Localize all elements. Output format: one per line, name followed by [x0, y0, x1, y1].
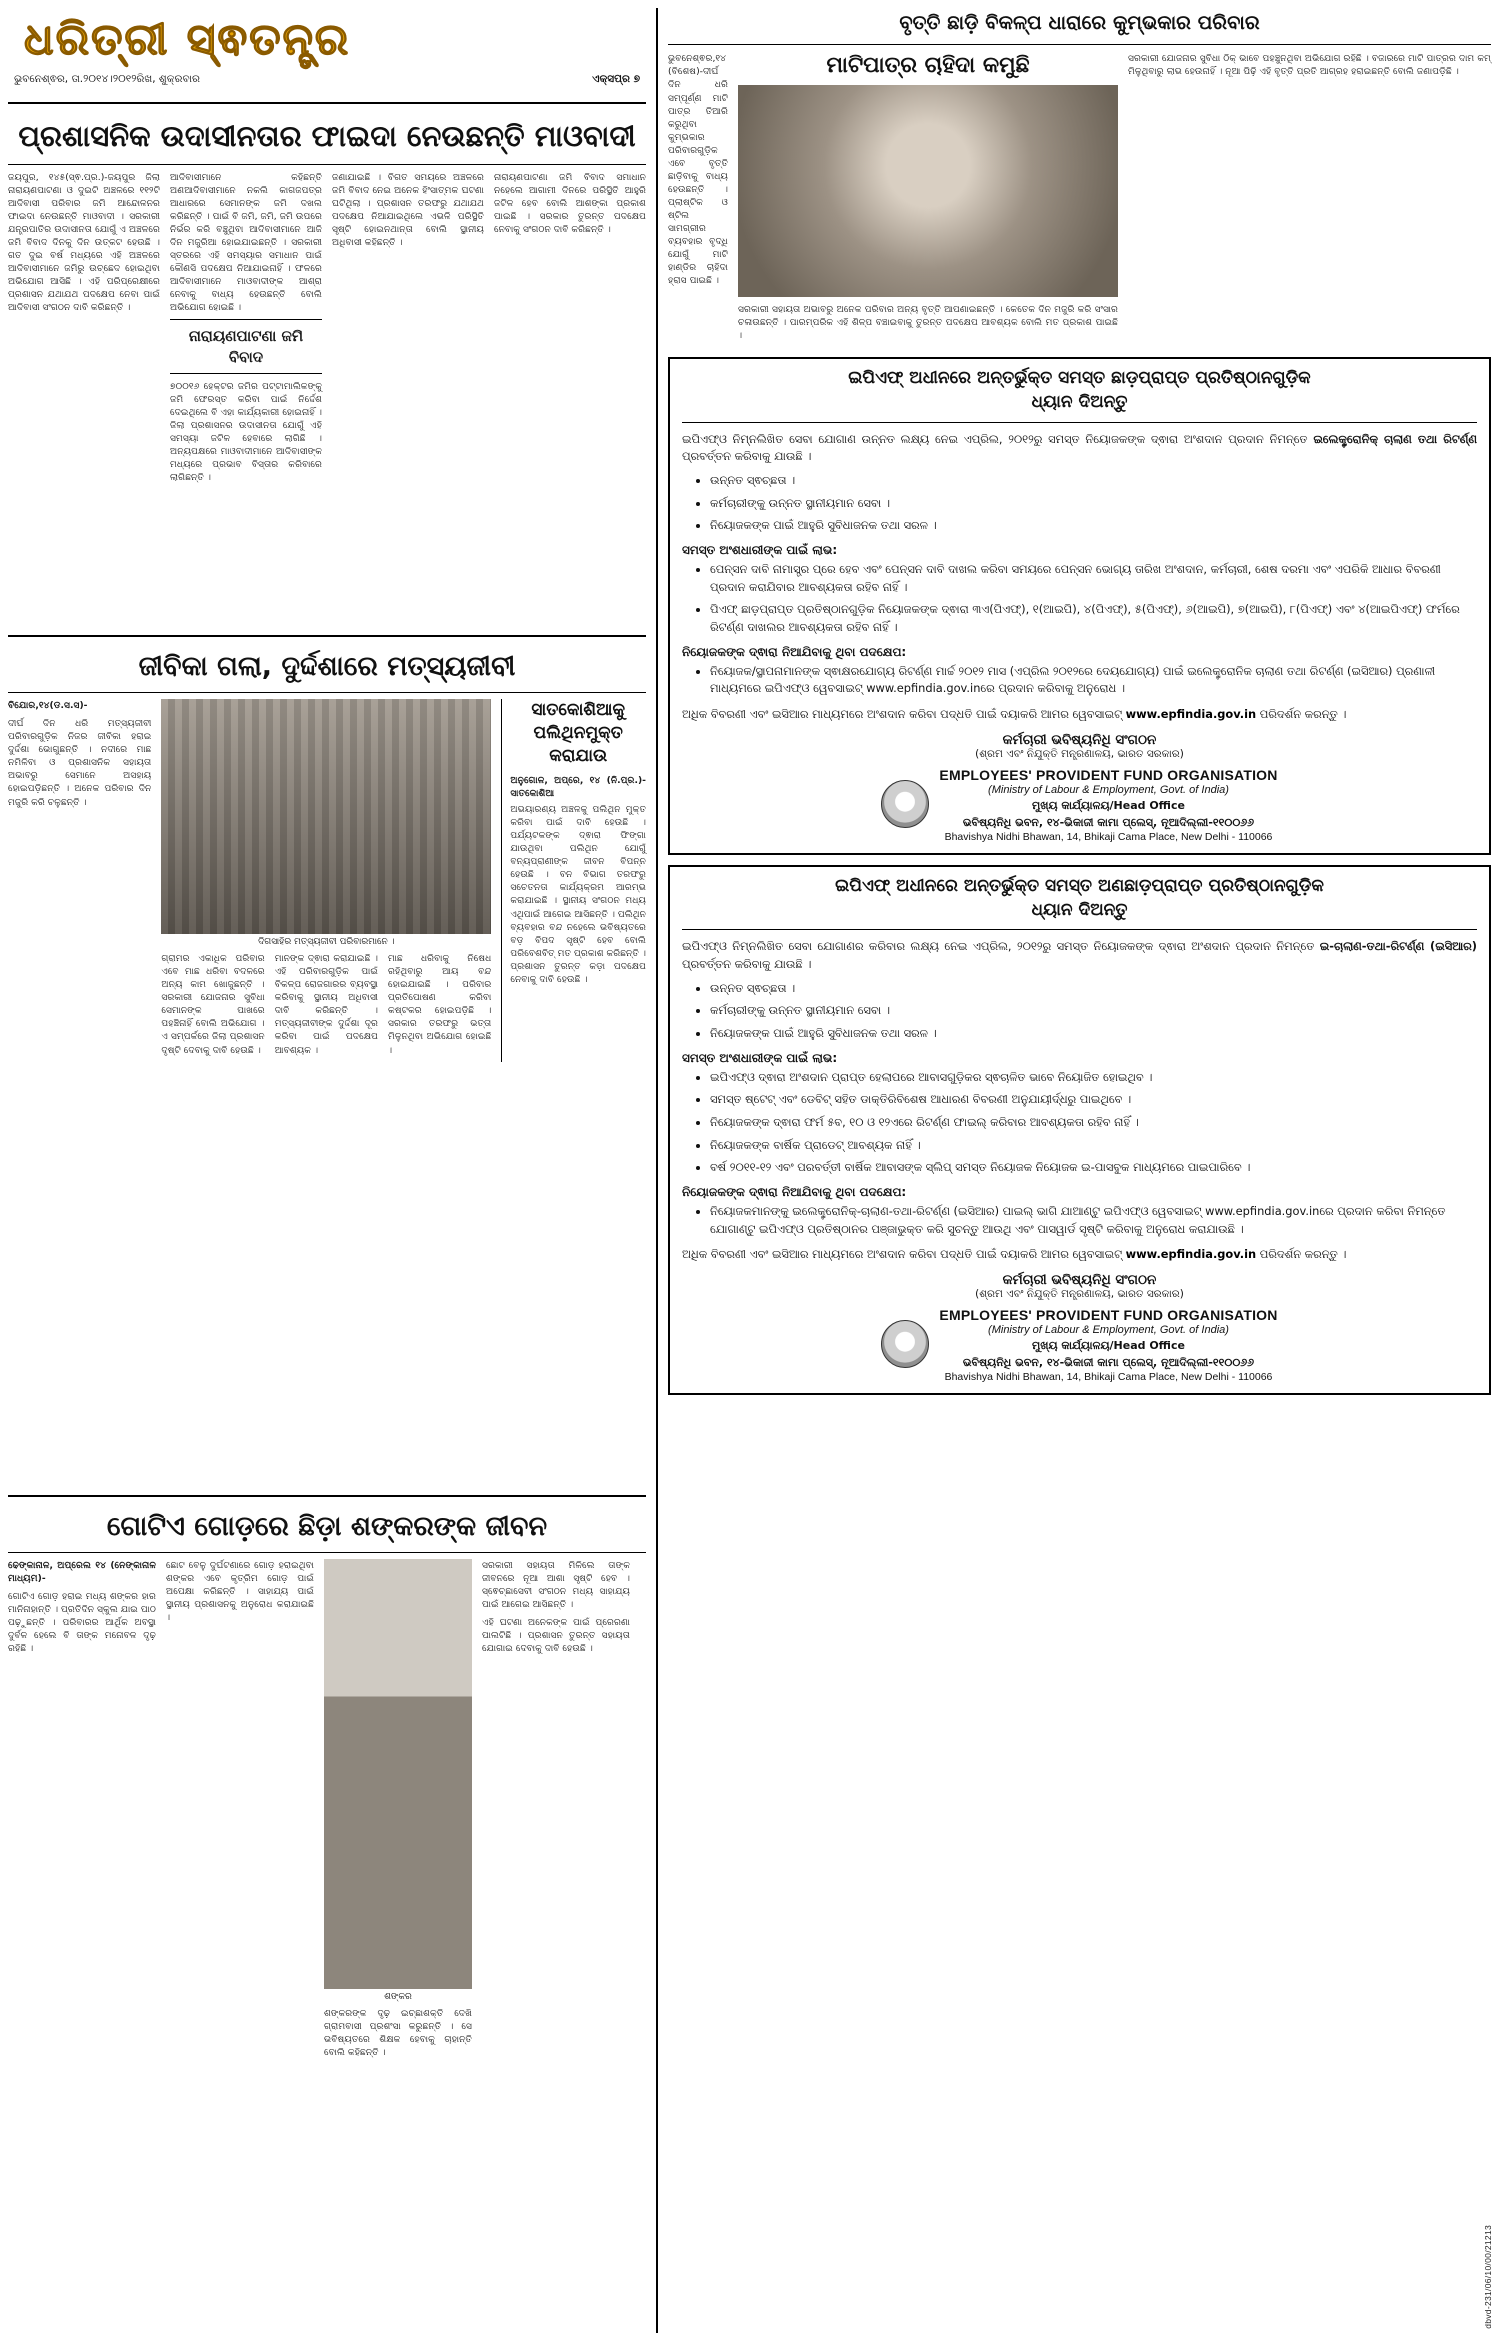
- epf-ad-footer: [682, 732, 1477, 843]
- story-shankar-column-1: [8, 1559, 156, 2064]
- story-shankar-paragraph: ଏହି ଘଟଣା ଅନେକଙ୍କ ପାଇଁ ପ୍ରେରଣା ପାଲଟିଛି । ପ୍ରଶାସନ ତୁରନ୍ତ ସହାୟତା ଯୋଗାଇ ଦେବାକୁ ଦାବି ହେଉଛି ।: [482, 1617, 630, 1655]
- epf-org-name-english: EMPLOYEES' PROVIDENT FUND ORGANISATION: [939, 766, 1278, 783]
- epf-ad2-intro-after: ପ୍ରବର୍ତ୍ତନ କରିବାକୁ ଯାଉଛି ।: [682, 957, 812, 972]
- list-item: • ପେନ୍ସନ ଦାବି ନାମାସ୍ତ୍ର ପ୍ରେ ହେବ ଏବଂ ପେନ୍ସନ ଦାବି ଦାଖଲ କରିବା ସମୟରେ ପେନ୍ସନ ଭୋଗ୍ୟ ତାରିଖ ଅଂଶଦାନ, କର୍ମଚାରୀ, ଶେଷ ଦରମା ଏବଂ ଏପରିକି ଆଧାର ବିବରଣୀ ପ୍ରଦାନ କରାଯିବାର ଆବଶ୍ୟକତା ରହିବ ନାହିଁ ।: [710, 561, 1477, 596]
- story-shankar: [8, 1495, 646, 2064]
- epf-org-name-odia: କର୍ମଚାରୀ ଭବିଷ୍ୟନିଧି ସଂଗଠନ: [1002, 1272, 1157, 1289]
- epf-ad2-title-line2: ଧ୍ୟାନ ଦିଅନ୍ତୁ: [1031, 899, 1128, 920]
- epf-ad-closing-after: ପରିଦର୍ଶନ କରନ୍ତୁ ।: [1259, 707, 1347, 722]
- print-code: dbvd-231/06/10/00/21213: [1483, 2225, 1493, 2329]
- masthead: [8, 8, 646, 104]
- list-item: • ନିୟୋଜକମାନଙ୍କୁ ଇଲେକ୍ଟ୍ରୋନିକ୍-ଚାଲାଣ-ତଥା-ରିଟର୍ଣ୍ଣ (ଇସିଆର) ପାଇଲ୍ ଭାଗି ଯାଆଣ୍ଟୁ ଇପିଏଫ୍ଓ ୱେବସାଇଟ୍ www.epfindia.gov.inରେ ପ୍ରଦାନ କରିବା ନିମନ୍ତେ ଯୋଗାଣ୍ଟୁ ଇପିଏଫ୍ଓ ପ୍ରତିଷ୍ଠାନର ପଞ୍ଜାଭୁକ୍ତ କରି ସୁଚନ୍ତୁ ଆଉଥି ଏବଂ ପାସୱାର୍ଡ ସୃଷ୍ଟି କରିବାକୁ ଅନୁରୋଧ କରାଯାଉଛି ।: [710, 1203, 1477, 1238]
- story-fishermen-column-3: [275, 952, 378, 1062]
- masthead-subline: [8, 67, 646, 88]
- story-fishermen-paragraph: ମାଛ ଧରିବାକୁ ନିଷେଧ ରହିଥିବାରୁ ଆୟ ବନ୍ଦ ହୋଇଯାଇଛି । ପରିବାର ପ୍ରତିପୋଷଣ କରିବା କଷ୍ଟକର ହୋଇପଡ଼ିଛି । ସରକାର ତରଫରୁ ଭତ୍ତା ମିଳୁନଥିବା ଅଭିଯୋଗ ହୋଇଛି ।: [388, 953, 492, 1056]
- story-shankar-paragraph: ସରକାରୀ ସହାୟତା ମିଳିଲେ ତାଙ୍କ ଜୀବନରେ ନୂଆ ଆଶା ସୃଷ୍ଟି ହେବ । ସ୍ଵେଚ୍ଛାସେବୀ ସଂଗଠନ ମଧ୍ୟ ସାହାଯ୍ୟ ପାଇଁ ଆଗେଇ ଆସିଛନ୍ତି ।: [482, 1560, 630, 1611]
- epf-ad-exempted: [668, 357, 1491, 855]
- masthead-place-date: ଭୁବନେଶ୍ଵର, ତା.୨୦୧୪।୨୦୧୨ରିଖ, ଶୁକ୍ରବାର: [14, 73, 200, 85]
- rail-story-column-2: [738, 303, 1118, 342]
- list-item: • ଇପିଏଫ୍ଓ ଦ୍ଵାରା ଅଂଶଦାନ ପ୍ରାପ୍ତ ହେଲାପରେ ଆବାସଗୁଡ଼ିକର ସ୍ଵଚାଳିତ ଭାବେ ନିୟୋଜିତ ହୋଇଥିବ ।: [710, 1069, 1477, 1087]
- list-item: • କର୍ମଚାରୀଙ୍କୁ ଉନ୍ନତ ସ୍ଥାନୀୟମାନ ସେବା ।: [710, 1002, 1477, 1020]
- epf-ad-title-line1: ଇପିଏଫ୍ ଅଧୀନରେ ଅନ୍ତର୍ଭୁକ୍ତ ସମସ୍ତ ଛାଡ଼ପ୍ରାପ୍ତ ପ୍ରତିଷ୍ଠାନଗୁଡ଼ିକ: [848, 368, 1311, 389]
- list-item: • ନିୟୋଜକଙ୍କ ବାର୍ଷିକ ପ୍ରାଡେଟ୍ ଆବଶ୍ୟକ ନାହିଁ ।: [710, 1137, 1477, 1155]
- epf-ad2-benefit-list-1: [682, 980, 1477, 1043]
- lead-columns: [8, 171, 646, 490]
- epf-org-ministry-odia: (ଶ୍ରମ ଏବଂ ନିଯୁକ୍ତି ମନ୍ତ୍ରଣାଳୟ, ଭାରତ ସରକାର): [975, 1288, 1184, 1301]
- list-item: • କର୍ମଚାରୀଙ୍କୁ ଉନ୍ନତ ସ୍ଥାନୀୟମାନ ସେବା ।: [710, 495, 1477, 513]
- national-emblem-icon: [881, 780, 929, 828]
- lead-inline-subhead: ନାରାୟଣପାଟଣା ଜମି ବିବାଦ: [170, 319, 322, 374]
- epf-org-name-english: EMPLOYEES' PROVIDENT FUND ORGANISATION: [939, 1307, 1278, 1324]
- epf-org-ministry-english: (Ministry of Labour & Employment, Govt. of India): [988, 1324, 1229, 1337]
- story-fishermen: [8, 635, 646, 1062]
- epf-ad2-title-line1: ଇପିଏଫ୍ ଅଧୀନରେ ଅନ୍ତର୍ଭୁକ୍ତ ସମସ୍ତ ଅଣଛାଡ଼ପ୍ରାପ୍ତ ପ୍ରତିଷ୍ଠାନଗୁଡ଼ିକ: [835, 875, 1324, 896]
- epf-ad2-closing: [682, 1246, 1477, 1264]
- story-fishermen-caption: ଦିଗସାହିର ମତ୍ସ୍ୟଜୀବୀ ପରିବାରମାନେ ।: [258, 937, 395, 948]
- epf-ad-intro: [682, 431, 1477, 466]
- story-shankar-column-3: [324, 2007, 472, 2059]
- epf-emblem-row: [682, 1305, 1477, 1383]
- epf-ad-title-line2: ଧ୍ୟାନ ଦିଅନ୍ତୁ: [1031, 391, 1128, 412]
- epf-org-ministry-odia: (ଶ୍ରମ ଏବଂ ନିଯୁକ୍ତି ମନ୍ତ୍ରଣାଳୟ, ଭାରତ ସରକାର): [975, 747, 1184, 760]
- epf-org-ministry-english: (Ministry of Labour & Employment, Govt. of India): [988, 783, 1229, 796]
- list-item: • ଉନ୍ନତ ସ୍ଵଚ୍ଛତା ।: [710, 980, 1477, 998]
- lead-column-4: [494, 171, 646, 490]
- story-shankar-column-2: [166, 1559, 314, 2064]
- epf-ad2-intro-bold: ଇ-ଚାଲାଣ-ତଥା-ରିଟର୍ଣ୍ଣ (ଇସିଆର): [1319, 939, 1477, 954]
- story-fishermen-dateline: ବିଯୋର,୧୪(ଡ.ସ.ସ)-: [8, 700, 88, 712]
- list-item: • ନିୟୋଜକଙ୍କ ପାଇଁ ଆହୁରି ସୁବିଧାଜନକ ତଥା ସରଳ ।: [710, 1025, 1477, 1043]
- lead-column-3: [332, 171, 484, 490]
- epf-ad2-footer: [682, 1272, 1477, 1383]
- lead-column-1: [8, 171, 160, 490]
- story-fishermen-paragraph: ଦୀର୍ଘ ଦିନ ଧରି ମତ୍ସ୍ୟଜୀବୀ ପରିବାରଗୁଡ଼ିକ ନିଜର ଜୀବିକା ହରାଇ ଦୁର୍ଦ୍ଦଶା ଭୋଗୁଛନ୍ତି । ନଦୀରେ ମାଛ ନମିଳିବା ଓ ପ୍ରଶାସନିକ ସହାୟତା ଅଭାବରୁ ସେମାନେ ଅସହାୟ ହୋଇପଡ଼ିଛନ୍ତି । ଅନେକ ପରିବାର ଦିନ ମଜୁରି କରି ଚଳୁଛନ୍ତି ।: [8, 718, 152, 808]
- national-emblem-icon: [881, 1320, 929, 1368]
- list-item: • ସମସ୍ତ ଷ୍ଟେଟ୍ ଏବଂ ଡେବିଟ୍ ସହିତ ଡାକ୍ତିରିବିଶେଷ ଆଧାରଣ ବିବରଣୀ ଅନୁଯାୟୀର୍ଦ୍ଧରୁ ପାଇଥିବେ ।: [710, 1091, 1477, 1109]
- story-shankar-paragraph: ଗୋଟିଏ ଗୋଡ଼ ହରାଇ ମଧ୍ୟ ଶଙ୍କର ହାର ମାନିନାହାନ୍ତି । ପ୍ରତିଦିନ ସ୍କୁଲ ଯାଇ ପାଠ ପଢ଼ୁଛନ୍ତି । ପରିବାରର ଆର୍ଥିକ ଅବସ୍ଥା ଦୁର୍ବଳ ହେଲେ ବି ତାଙ୍କ ମନୋବଳ ଦୃଢ଼ ରହିଛି ।: [8, 1591, 156, 1655]
- list-item: • ଉନ୍ନତ ସ୍ଵଚ୍ଛତା ।: [710, 472, 1477, 490]
- epf-ad-section-label-steps: ନିୟୋଜକଙ୍କ ଦ୍ଵାରା ନିଆଯିବାକୁ ଥିବା ପଦକ୍ଷେପ:: [682, 644, 907, 659]
- lead-paragraph: ୭୦୦୧୬ ହେକ୍ଟର ଜମିର ପଟ୍ଟାମାଲିକଙ୍କୁ ଜମି ଫେରସ୍ତ କରିବା ପାଇଁ ନିର୍ଦ୍ଦେଶ ଦେଇଥିଲେ ବି ଏହା କାର୍ଯ୍ୟକାରୀ ହୋଇନାହିଁ । ଜିଲା ପ୍ରଶାସନର ଉଦାସୀନତା ଯୋଗୁଁ ଏହି ସମସ୍ୟା ଜଟିଳ ହେବାରେ ଲାଗିଛି । ଅନ୍ୟପକ୍ଷରେ ମାଓବାଦୀମାନେ ଆଦିବାସୀଙ୍କ ମଧ୍ୟରେ ପ୍ରଭାବ ବିସ୍ତାର କରିବାରେ ଲାଗିଛନ୍ତି ।: [170, 380, 322, 484]
- story-fishermen-paragraph: ଗ୍ରାମର ଏକାଧିକ ପରିବାର ଏବେ ମାଛ ଧରିବା ବଦଳରେ ଅନ୍ୟ କାମ ଖୋଜୁଛନ୍ତି । ସରକାରୀ ଯୋଜନାର ସୁବିଧା ସେମାନଙ୍କ ପାଖରେ ପହଞ୍ଚିନାହିଁ ବୋଲି ଅଭିଯୋଗ । ଏ ସମ୍ପର୍କରେ ଜିଲା ପ୍ରଶାସନ ଦୃଷ୍ଟି ଦେବାକୁ ଦାବି ହେଉଛି ।: [161, 953, 265, 1056]
- side-story-polythene: [501, 699, 646, 1062]
- epf-ad-benefit-list-1: [682, 472, 1477, 535]
- lead-column-2: [170, 171, 322, 490]
- epf-ad-steps-list: [682, 663, 1477, 698]
- list-item: • ପିଏଫ୍ ଛାଡ଼ପ୍ରାପ୍ତ ପ୍ରତିଷ୍ଠାନଗୁଡ଼ିକ ନିୟୋଜକଙ୍କ ଦ୍ଵାରା ୩ଏ(ପିଏଫ୍), ୧(ଆଇପି), ୪(ପିଏଫ୍), ୫(ପିଏଫ୍), ୬(ଆଇପି), ୭(ଆଇପି), ୮(ପିଏଫ୍) ଏବଂ ୪(ଆଇପିଏଫ୍) ଫର୍ମରେ ରିଟର୍ଣ୍ଣ ଦାଖଲର ଆବଶ୍ୟକତା ରହିବ ନାହିଁ ।: [710, 601, 1477, 636]
- story-fishermen-headline: ଜୀବିକା ଗଲା, ଦୁର୍ଦ୍ଦଶାରେ ମତ୍ସ୍ୟଜୀବୀ: [138, 651, 516, 682]
- epf-ad2-intro-text: ଇପିଏଫ୍ଓ ନିମ୍ନଲିଖିତ ସେବା ଯୋଗାଣର କରିବାର ଲକ୍ଷ୍ୟ ନେଇ ଏପ୍ରିଲ, ୨୦୧୨ରୁ ସମସ୍ତ ନିୟୋଜକଙ୍କ ଦ୍ଵାରା ଅଂଶଦାନ ପ୍ରଦାନ ନିମନ୍ତେ: [682, 939, 1315, 954]
- divider: [8, 1552, 646, 1553]
- story-shankar-column-4: [482, 1559, 630, 2064]
- story-fishermen-column-1: [8, 699, 151, 1062]
- epf-ad-intro-bold: ଇଲେକ୍ଟ୍ରୋନିକ୍ ଚାଲାଣ ତଥା ରିଟର୍ଣ୍ଣ: [1313, 431, 1478, 446]
- epf-address-odia: ଭବିଷ୍ୟନିଧି ଭବନ, ୧୪-ଭିକାଜୀ କାମା ପ୍ଲେସ୍, ନୂଆଦିଲ୍ଲୀ-୧୧୦୦୬୬: [962, 815, 1255, 829]
- epf-ad-closing-text: ଅଧିକ ବିବରଣୀ ଏବଂ ଇସିଆର ମାଧ୍ୟମରେ ଅଂଶଦାନ କରିବା ପଦ୍ଧତି ପାଇଁ ଦୟାକରି ଆମର ୱେବସାଇଟ୍: [682, 707, 1122, 722]
- epf-head-office-label: ମୁଖ୍ୟ କାର୍ଯ୍ୟାଳୟ/Head Office: [1032, 1339, 1185, 1353]
- rail-photo-title: ମାଟିପାତ୍ର ଚାହିଦା କମୁଛି: [826, 53, 1030, 79]
- epf-ad2-section-label-benefits: ସମସ୍ତ ଅଂଶଧାରୀଙ୍କ ପାଇଁ ଲାଭ:: [682, 1050, 838, 1065]
- list-item: • ନିୟୋଜକଙ୍କ ଦ୍ଵାରା ଫର୍ମ ୫ବ, ୧୦ ଓ ୧୨ଏରେ ରିଟର୍ଣ୍ଣ ଫାଇଲ୍ କରିବାର ଆବଶ୍ୟକତା ରହିବ ନାହିଁ ।: [710, 1114, 1477, 1132]
- epf-website-link[interactable]: www.epfindia.gov.in: [1125, 1247, 1257, 1262]
- epf-ad2-steps-list: [682, 1203, 1477, 1238]
- rail-story-column-1: [668, 52, 728, 347]
- epf-address-english: Bhavishya Nidhi Bhawan, 14, Bhikaji Cama Place, New Delhi - 110066: [944, 1371, 1273, 1384]
- rail-story-paragraph: ଭୁବନେଶ୍ଵର,୧୪(ବିଶେଷ)-ଦୀର୍ଘ ଦିନ ଧରି ସମ୍ପୂର୍ଣ୍ଣ ମାଟି ପାତ୍ର ତିଆରି କରୁଥିବା କୁମ୍ଭକାର ପରିବାରଗୁଡ଼ିକ ଏବେ ବୃତ୍ତି ଛାଡ଼ିବାକୁ ବାଧ୍ୟ ହେଉଛନ୍ତି । ପ୍ଲାଷ୍ଟିକ ଓ ଷ୍ଟିଲ ସାମଗ୍ରୀର ବ୍ୟବହାର ବୃଦ୍ଧି ଯୋଗୁଁ ମାଟି ହାଣ୍ଡିର ଚାହିଦା ହ୍ରାସ ପାଇଛି ।: [668, 53, 728, 287]
- story-shankar-headline: ଗୋଟିଏ ଗୋଡ଼ରେ ଛିଡ଼ା ଶଙ୍କରଙ୍କ ଜୀବନ: [106, 1511, 548, 1542]
- epf-ad-intro-after: ପ୍ରବର୍ତ୍ତନ କରିବାକୁ ଯାଉଛି ।: [682, 449, 812, 464]
- lead-paragraph: ଜୟପୁର, ୧୪୫(ସ୍ଵ.ପ୍ର.)-ଜୟପୁର ଜିଲା ନାରାୟଣପାଟଣା ଓ ଦୁଇଟି ଅଞ୍ଚଳରେ ୧୧୨ଟି ଆଦିବାସୀ ପରିବାର ଜମି ଆନ୍ଦୋଳନର ଫାଇଦା ନେଉଛନ୍ତି ମାଓବାଦୀ । ସରକାରୀ ଯନ୍ତ୍ରପାତିର ଉଦାସୀନତା ଯୋଗୁଁ ଏ ଅଞ୍ଚଳରେ ଜମି ବିବାଦ ଦିନକୁ ଦିନ ଉତ୍କଟ ହେଉଛି । ଗତ ଦୁଇ ବର୍ଷ ମଧ୍ୟରେ ଏହି ଅଞ୍ଚଳରେ ଆଦିବାସୀମାନେ ଜମିରୁ ଉଚ୍ଛେଦ ହୋଇଥିବା ଅଭିଯୋଗ ଆସିଛି । ଏହି ପରିପ୍ରେକ୍ଷୀରେ ପ୍ରଶାସନ ଯଥାଯଥ ପଦକ୍ଷେପ ନେବା ପାଇଁ ଆଦିବାସୀ ସଂଗଠନ ଦାବି କରିଛନ୍ତି ।: [8, 171, 160, 314]
- epf-website-link[interactable]: www.epfindia.gov.in: [1125, 707, 1257, 722]
- rail-story-paragraph: ସରକାରୀ ସହାୟତା ଅଭାବରୁ ଅନେକ ପରିବାର ଅନ୍ୟ ବୃତ୍ତି ଆପଣାଇଛନ୍ତି । କେତେକ ଦିନ ମଜୁରି କରି ସଂସାର ଚଳାଉଛନ୍ତି । ପାରମ୍ପରିକ ଏହି ଶିଳ୍ପ ବଞ୍ଚାଇବାକୁ ତୁରନ୍ତ ପଦକ୍ଷେପ ଆବଶ୍ୟକ ବୋଲି ମତ ପ୍ରକାଶ ପାଇଛି ।: [738, 303, 1118, 342]
- masthead-page-number: ଏକ୍ସପ୍ର ୭: [592, 73, 640, 85]
- rail-story-column-3: [1128, 52, 1491, 347]
- lead-story: [8, 112, 646, 489]
- epf-ad2-closing-text: ଅଧିକ ବିବରଣୀ ଏବଂ ଇସିଆର ମାଧ୍ୟମରେ ଅଂଶଦାନ କରିବା ପଦ୍ଧତି ପାଇଁ ଦୟାକରି ଆମର ୱେବସାଇଟ୍: [682, 1247, 1122, 1262]
- epf-ad2-title: [682, 875, 1477, 931]
- side-story-headline: ସାତକୋଶିଆକୁ ପଲିଥିନମୁକ୍ତ କରାଯାଉ: [531, 700, 626, 766]
- rail-story-photo: [738, 85, 1118, 297]
- epf-emblem-row: [682, 765, 1477, 843]
- lead-paragraph: ନାରାୟଣପାଟଣା ଜମି ବିବାଦ ସମାଧାନ ନହେଲେ ଆଗାମୀ ଦିନରେ ପରିସ୍ଥିତି ଆହୁରି ଜଟିଳ ହେବ ବୋଲି ଆଶଙ୍କା ପ୍ରକାଶ ପାଇଛି । ସରକାର ତୁରନ୍ତ ପଦକ୍ଷେପ ନେବାକୁ ସଂଗଠନ ଦାବି କରିଛନ୍ତି ।: [494, 171, 646, 235]
- lead-paragraph: ଜଣାଯାଇଛି । ବିଗତ ସମୟରେ ଅଞ୍ଚଳରେ ଜମି ବିବାଦ ନେଇ ଅନେକ ହିଂସାତ୍ମକ ଘଟଣା ଘଟିଥିଲା । ପ୍ରଶାସନ ତରଫରୁ ଯଥାଯଥ ପଦକ୍ଷେପ ନିଆଯାଇଥିଲେ ଏଭଳି ପରିସ୍ଥିତି ସୃଷ୍ଟି ହୋଇନଥାନ୍ତା ବୋଲି ସ୍ଥାନୀୟ ଅଧିବାସୀ କହିଛନ୍ତି ।: [332, 171, 484, 248]
- epf-ad2-closing-after: ପରିଦର୍ଶନ କରନ୍ତୁ ।: [1259, 1247, 1347, 1262]
- epf-ad-closing: [682, 706, 1477, 724]
- epf-ad-section-label-benefits: ସମସ୍ତ ଅଂଶଧାରୀଙ୍କ ପାଇଁ ଲାଭ:: [682, 543, 838, 558]
- side-story-dateline: ଅନୁଗୋଳ, ଅପ୍ରେ, ୧୪ (ନି.ପ୍ର.)-ସାତକୋଶିଆ: [510, 774, 646, 799]
- side-story-paragraph: ଅଭୟାରଣ୍ୟ ଅଞ୍ଚଳକୁ ପଲିଥିନ ମୁକ୍ତ କରିବା ପାଇଁ ଦାବି ହେଉଛି । ପର୍ଯ୍ୟଟକଙ୍କ ଦ୍ଵାରା ଫିଙ୍ଗା ଯାଉଥିବା ପଲିଥିନ ଯୋଗୁଁ ବନ୍ୟପ୍ରାଣୀଙ୍କ ଜୀବନ ବିପନ୍ନ ହେଉଛି । ବନ ବିଭାଗ ତରଫରୁ ସଚେତନତା କାର୍ଯ୍ୟକ୍ରମ ଆରମ୍ଭ କରାଯାଇଛି । ସ୍ଥାନୀୟ ସଂଗଠନ ମଧ୍ୟ ଏଥିପାଇଁ ଆଗେଇ ଆସିଛନ୍ତି । ପଲିଥିନ ବ୍ୟବହାର ବନ୍ଦ ନହେଲେ ଭବିଷ୍ୟତରେ ବଡ଼ ବିପଦ ସୃଷ୍ଟି ହେବ ବୋଲି ପରିବେଶବିତ୍ ମତ ପ୍ରକାଶ କରିଛନ୍ତି । ପ୍ରଶାସନ ତୁରନ୍ତ କଡ଼ା ପଦକ୍ଷେପ ନେବାକୁ ଦାବି ହେଉଛି ।: [510, 804, 646, 985]
- list-item: • ନିୟୋଜକଙ୍କ ପାଇଁ ଆହୁରି ସୁବିଧାଜନକ ତଥା ସରଳ ।: [710, 517, 1477, 535]
- epf-ad-title: [682, 367, 1477, 423]
- story-shankar-paragraph: ଶଙ୍କରଙ୍କ ଦୃଢ଼ ଇଚ୍ଛାଶକ୍ତି ଦେଖି ଗ୍ରାମବାସୀ ପ୍ରଶଂସା କରୁଛନ୍ତି । ସେ ଭବିଷ୍ୟତରେ ଶିକ୍ଷକ ହେବାକୁ ଚାହାନ୍ତି ବୋଲି କହିଛନ୍ତି ।: [324, 2008, 472, 2059]
- epf-ad2-benefit-list-2: [682, 1069, 1477, 1177]
- list-item: • ନିୟୋଜକ/ସ୍ଥାପନାମାନଙ୍କ ସ୍ଵାକ୍ଷରଯୋଗ୍ୟ ରିଟର୍ଣ୍ଣ ମାର୍ଚ୍ଚ ୨୦୧୨ ମାସ (ଏପ୍ରିଲ ୨୦୧୨ରେ ଦେୟଯୋଗ୍ୟ) ପାଇଁ ଇଲେକ୍ଟ୍ରୋନିକ ଚାଲାଣ ତଥା ରିଟର୍ଣ୍ଣ (ଇସିଆର) ପ୍ରଣାଳୀ ମାଧ୍ୟମରେ ଇପିଏଫ୍ଓ ୱେବସାଇଟ୍ www.epfindia.gov.inରେ ପ୍ରଦାନ କରିବାକୁ ଅନୁରୋଧ ।: [710, 663, 1477, 698]
- epf-org-name-odia: କର୍ମଚାରୀ ଭବିଷ୍ୟନିଧି ସଂଗଠନ: [1002, 731, 1157, 748]
- story-shankar-photo: [324, 1559, 472, 1989]
- masthead-title: ଧରିତ୍ରୀ ସ୍ଵତନ୍ତ୍ର: [24, 14, 351, 65]
- divider: [8, 692, 646, 693]
- list-item: • ବର୍ଷ ୨୦୧୧-୧୨ ଏବଂ ପରବର୍ତ୍ତୀ ବାର୍ଷିକ ଆବାସଙ୍କ ସ୍ଲିପ୍ ସମସ୍ତ ନିୟୋଜକ ନିୟୋଜକ ଇ-ପାସବୁକ ମାଧ୍ୟମରେ ପାଇପାରିବେ ।: [710, 1159, 1477, 1177]
- story-shankar-paragraph: ଛୋଟ ବେଳୁ ଦୁର୍ଘଟଣାରେ ଗୋଡ଼ ହରାଇଥିବା ଶଙ୍କର ଏବେ କୃତ୍ରିମ ଗୋଡ଼ ପାଇଁ ଅପେକ୍ଷା କରିଛନ୍ତି । ସାହାଯ୍ୟ ପାଇଁ ସ୍ଥାନୀୟ ପ୍ରଶାସନକୁ ଅନୁରୋଧ କରାଯାଇଛି ।: [166, 1560, 314, 1624]
- story-fishermen-column-2: [161, 952, 264, 1062]
- story-fishermen-photo: [161, 699, 491, 934]
- epf-ad-intro-text: ଇପିଏଫ୍ଓ ନିମ୍ନଲିଖିତ ସେବା ଯୋଗାଣ ଉନ୍ନତ ଲକ୍ଷ୍ୟ ନେଇ ଏପ୍ରିଲ, ୨୦୧୨ରୁ ସମସ୍ତ ନିୟୋଜକଙ୍କ ଦ୍ଵାରା ଅଂଶଦାନ ପ୍ରଦାନ ନିମନ୍ତେ: [682, 431, 1308, 446]
- story-fishermen-paragraph: ମାନଙ୍କ ଦ୍ଵାରା କରାଯାଇଛି । ଏହି ପରିବାରଗୁଡ଼ିକ ପାଇଁ ବିକଳ୍ପ ରୋଜଗାରର ବ୍ୟବସ୍ଥା କରିବାକୁ ସ୍ଥାନୀୟ ଅଧିବାସୀ ଦାବି କରିଛନ୍ତି । ମତ୍ସ୍ୟଜୀବୀଙ୍କ ଦୁର୍ଦ୍ଦଶା ଦୂର କରିବା ପାଇଁ ପଦକ୍ଷେପ ଆବଶ୍ୟକ ।: [274, 953, 379, 1056]
- epf-ad2-section-label-steps: ନିୟୋଜକଙ୍କ ଦ୍ଵାରା ନିଆଯିବାକୁ ଥିବା ପଦକ୍ଷେପ:: [682, 1185, 907, 1200]
- right-rail: [656, 8, 1491, 2333]
- rail-story-paragraph: ସରକାରୀ ଯୋଜନାର ସୁବିଧା ଠିକ୍ ଭାବେ ପହଞ୍ଚୁନଥିବା ଅଭିଯୋଗ ରହିଛି । ବଜାରରେ ମାଟି ପାତ୍ରର ଦାମ କମ୍ ମିଳୁଥିବାରୁ ଲାଭ ହେଉନାହିଁ । ନୂଆ ପିଢ଼ି ଏହି ବୃତ୍ତି ପ୍ରତି ଆଗ୍ରହ ହରାଇଛନ୍ତି ବୋଲି ଜଣାପଡ଼ିଛି ।: [1128, 53, 1491, 78]
- rail-story-potters: [668, 8, 1491, 347]
- lead-headline: ପ୍ରଶାସନିକ ଉଦାସୀନତାର ଫାଇଦା ନେଉଛନ୍ତି ମାଓବାଦୀ: [18, 119, 636, 153]
- story-fishermen-column-4: [388, 952, 491, 1062]
- story-shankar-dateline: ଢେଙ୍କାନାଳ, ଅପ୍ରେଲ ୧୪ (ନେଙ୍କାନାଳ ମାଧ୍ୟମ)-: [8, 1560, 156, 1585]
- story-shankar-caption: ଶଙ୍କର: [384, 1992, 412, 2003]
- divider: [8, 164, 646, 165]
- rail-story-headline: ବୃତ୍ତି ଛାଡ଼ି ବିକଳ୍ପ ଧାରାରେ କୁମ୍ଭକାର ପରିବାର: [668, 8, 1491, 45]
- side-story-body: [510, 774, 646, 986]
- epf-address-odia: ଭବିଷ୍ୟନିଧି ଭବନ, ୧୪-ଭିକାଜୀ କାମା ପ୍ଲେସ୍, ନୂଆଦିଲ୍ଲୀ-୧୧୦୦୬୬: [962, 1356, 1255, 1370]
- epf-ad-unexempted: [668, 865, 1491, 1395]
- epf-ad2-intro: [682, 938, 1477, 973]
- epf-address-english: Bhavishya Nidhi Bhawan, 14, Bhikaji Cama Place, New Delhi - 110066: [944, 830, 1273, 843]
- lead-paragraph: ଆଦିବାସୀମାନେ କହିଛନ୍ତି ଅଣଆଦିବାସୀମାନେ ନକଲି କାଗଜପତ୍ର ଆଧାରରେ ସେମାନଙ୍କ ଜମି ଦଖଲ କରିଛନ୍ତି । ପାଇଁ ବି ଜମି, ଜମି, ଜମି ଉପରେ ନିର୍ଭର କରି ବଞ୍ଚୁଥିବା ଆଦିବାସୀମାନେ ଆଜି ଦିନ ମଜୁରିଆ ହୋଇଯାଇଛନ୍ତି । ସରକାରୀ ସ୍ତରରେ ଏହି ସମସ୍ୟାର ସମାଧାନ ପାଇଁ କୌଣସି ପଦକ୍ଷେପ ନିଆଯାଇନାହିଁ । ଫଳରେ ଆଦିବାସୀମାନେ ମାଓବାଦୀଙ୍କ ଆଶ୍ରା ନେବାକୁ ବାଧ୍ୟ ହେଉଛନ୍ତି ବୋଲି ଅଭିଯୋଗ ହୋଇଛି ।: [170, 171, 322, 314]
- epf-head-office-label: ମୁଖ୍ୟ କାର୍ଯ୍ୟାଳୟ/Head Office: [1032, 798, 1185, 812]
- epf-ad-benefit-list-2: [682, 561, 1477, 637]
